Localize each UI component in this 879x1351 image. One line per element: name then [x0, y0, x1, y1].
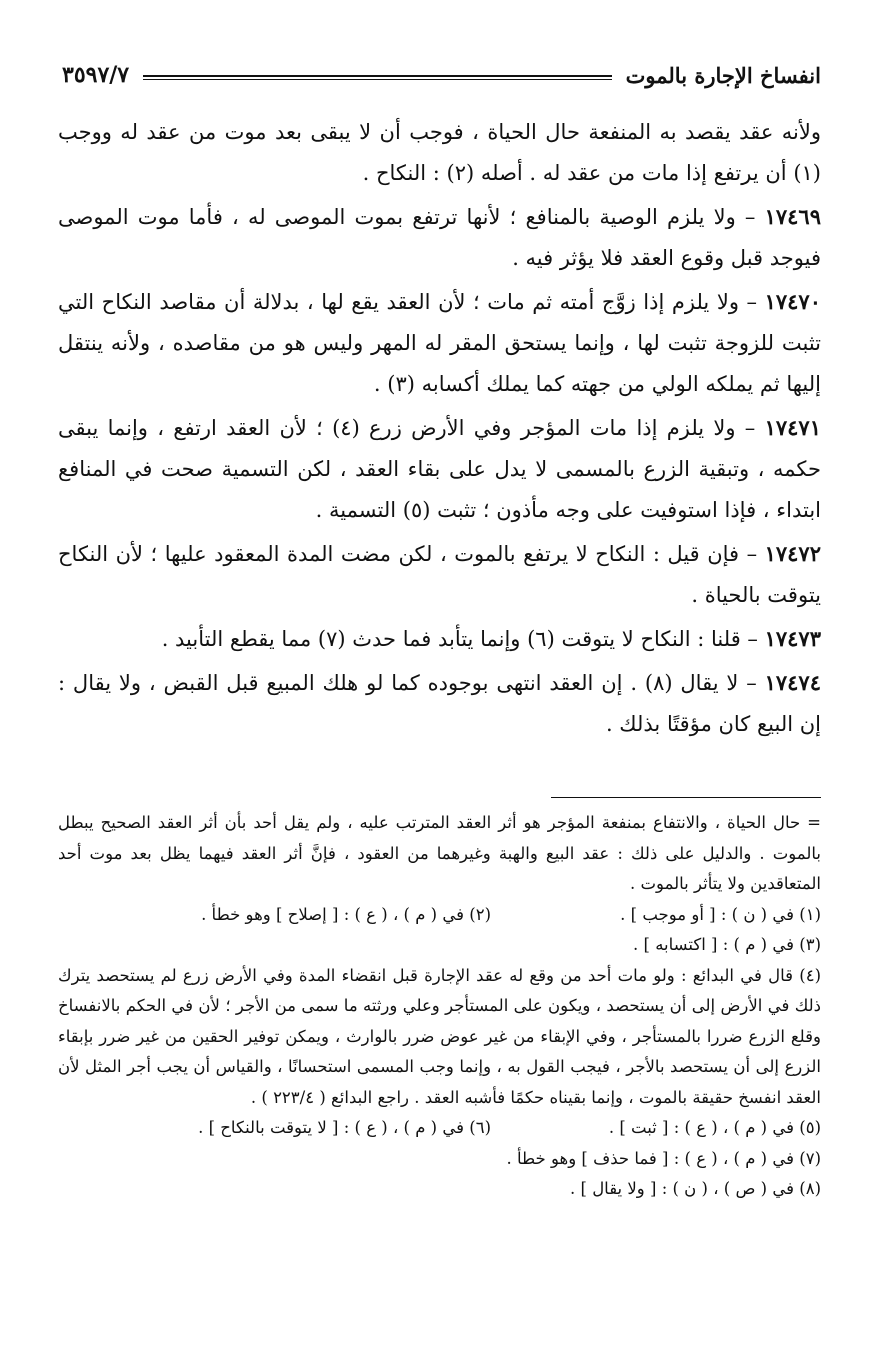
footnote-2: (٢) في ( م ) ، ( ع ) : [ إصلاح ] وهو خطأ . — [201, 904, 491, 924]
footnote-7: (٧) في ( م ) ، ( ع ) : [ فما حذف ] وهو خطأ . — [506, 1148, 821, 1168]
paragraph-text: – فإن قيل : النكاح لا يرتفع بالموت ، لكن مضت المدة المعقود عليها ؛ لأن النكاح يتوقت بالحياة . — [58, 542, 821, 607]
footnote-6: (٦) في ( م ) ، ( ع ) : [ لا يتوقت بالنكاح ] . — [198, 1118, 491, 1137]
intro-paragraph: ولأنه عقد يقصد به المنفعة حال الحياة ، فوجب أن لا يبقى بعد موت من عقد له ووجب (١) أن يرتفع إذا مات من عقد له . أصله (٢) : النكاح . — [58, 120, 821, 185]
page-number: ٣٥٩٧/٧ — [62, 62, 130, 88]
header-rule — [143, 75, 612, 80]
page-title: انفساخ الإجارة بالموت — [625, 62, 821, 88]
paragraph-17470 — [58, 281, 821, 405]
footnote-4: (٤) قال في البدائع : ولو مات أحد من وقع له عقد الإجارة قبل انقضاء المدة وفي الأرض زرع لم يستحصد يترك ذلك في الأرض إلى أن يستحصد ، ويكون على المستأجر وعلي ورثته ما سمى من الأجر ؛ لأن في الحكم بالانفساخ وقلع الزرع ضررا بالمستأجر ، وفي الإبقاء من غير عوض ضرر بالوارث ، ويمكن توفير الحقين من غير ضرر بإبقاء الزرع إلى أن يستحصد بالأجر ، فيجب القول به ، وإنما وجب المسمى استحسانًا ، والقياس أن يجب أجر المثل لأن العقد انفسخ حقيقة بالموت ، وإنما بقيناه حكمًا فأشبه العقد . راجع البدائع ( ٢٢٣/٤ ) . — [58, 965, 821, 1107]
paragraph-number: ١٧٤٧٣ — [764, 626, 821, 651]
footnote-3: (٣) في ( م ) : [ اكتسابه ] . — [633, 935, 821, 954]
footnote-1: (١) في ( ن ) : [ أو موجب ] . — [620, 904, 821, 924]
paragraph-17471 — [58, 407, 821, 531]
paragraph-17473 — [58, 618, 821, 660]
footnote-8: (٨) في ( ص ) ، ( ن ) : [ ولا يقال ] . — [570, 1179, 821, 1198]
paragraph-17472 — [58, 533, 821, 616]
paragraph-17469 — [58, 196, 821, 279]
paragraph-text: – قلنا : النكاح لا يتوقت (٦) وإنما يتأبد فما حدث (٧) مما يقطع التأبيد . — [161, 627, 765, 651]
footnote-5: (٥) في ( م ) ، ( ع ) : [ ثبت ] . — [608, 1118, 821, 1137]
paragraph-number: ١٧٤٧٢ — [764, 541, 821, 566]
footnote-continuation: = حال الحياة ، والانتفاع بمنفعة المؤجر هو أثر العقد المترتب عليه ، ولم يقل أحد بأن أثر العقد الصحيح يبطل بالموت . والدليل على ذلك : عقد البيع والهبة وغيرهما من العقود ، فإنَّ أثر العقد فيهما يظل بعد موت أحد المتعاقدين ولا يتأثر بالموت . — [58, 813, 821, 893]
main-text — [58, 112, 821, 747]
running-header — [62, 60, 821, 90]
paragraph-17474 — [58, 662, 821, 745]
paragraph-text: – ولا يلزم الوصية بالمنافع ؛ لأنها ترتفع بموت الموصى له ، فأما موت الموصى فيوجد قبل وقوع العقد فلا يؤثر فيه . — [58, 205, 821, 270]
paragraph-text: – ولا يلزم إذا مات المؤجر وفي الأرض زرع (٤) ؛ لأن العقد ارتفع ، وإنما يبقى حكمه ، وتبقية الزرع بالمسمى لا يدل على بقاء العقد ، لكن التسمية صحت في المنافع ابتداء ، فإذا استوفيت على وجه مأذون ؛ تثبت (٥) التسمية . — [58, 416, 821, 522]
paragraph-number: ١٧٤٧٤ — [764, 670, 821, 695]
paragraph-number: ١٧٤٧١ — [764, 415, 821, 440]
paragraph-text: – لا يقال (٨) . إن العقد انتهى بوجوده كما لو هلك المبيع قبل القبض ، ولا يقال : إن البيع كان مؤقتًا بذلك . — [58, 671, 821, 736]
paragraph-number: ١٧٤٧٠ — [764, 289, 821, 314]
paragraph-number: ١٧٤٦٩ — [764, 204, 821, 229]
paragraph-text: – ولا يلزم إذا زوَّج أمته ثم مات ؛ لأن العقد يقع لها ، بدلالة أن مقاصد النكاح التي تثبت للزوجة تثبت لها ، وإنما يستحق المقر له المهر وليس هو من مقاصده ، ولأنه ينتقل إليها ثم يملكه الولي من جهته كما يملك أكسابه (٣) . — [58, 290, 821, 396]
footnotes — [58, 808, 821, 1205]
footnote-row — [58, 1113, 821, 1144]
footnote-row — [58, 900, 821, 931]
footnote-separator — [551, 797, 821, 798]
